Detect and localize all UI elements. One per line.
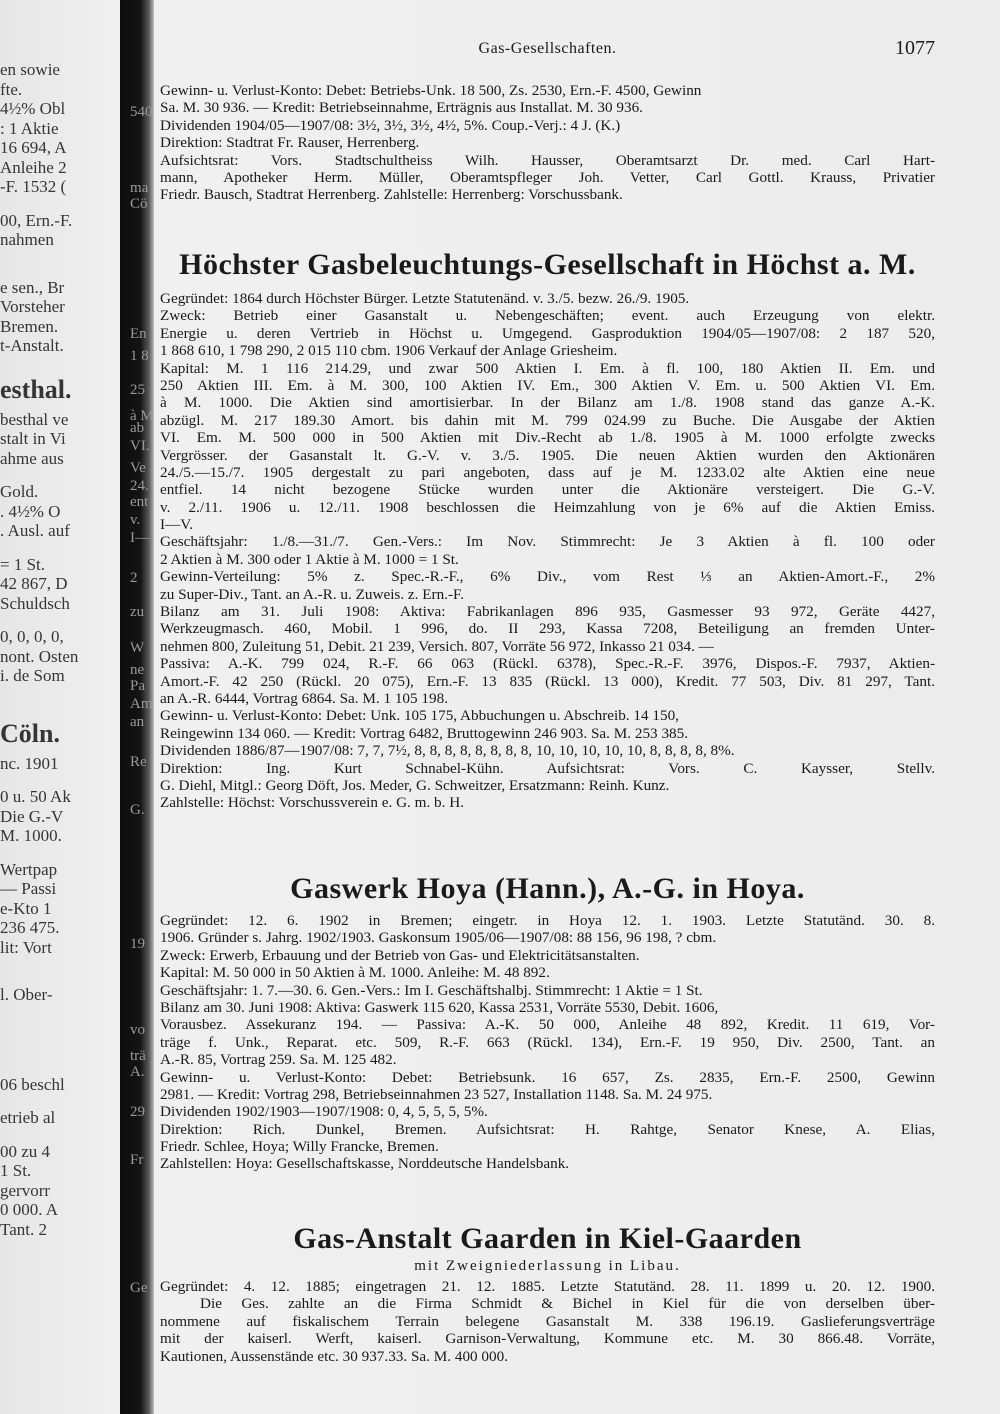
text-line: Dividenden 1902/1903—1907/1908: 0, 4, 5, 5, 5, 5%. <box>160 1103 488 1121</box>
bleed-line: fte. <box>0 79 23 99</box>
text-line: Friedr. Bausch, Stadtrat Herrenberg. Zahlstelle: Herrenberg: Vorschussbank. <box>160 186 623 204</box>
text-line: Gewinn- u. Verlust-Konto: Debet: Betriebs-Unk. 18 500, Zs. 2530, Ern.-F. 4500, Gewinn <box>160 82 702 99</box>
section-body-hoechst <box>160 290 935 812</box>
spine-fragment: 24. <box>130 478 149 494</box>
bleed-line <box>0 197 125 211</box>
bleed-line: -F. 1532 ( <box>0 177 67 196</box>
bleed-line: en sowie <box>0 60 60 79</box>
text-line: mann, Apotheker Herm. Müller, Oberamtspfleger Joh. Vetter, Carl Gottl. Krauss, Privatier <box>160 168 935 186</box>
text-line: Direktion: Stadtrat Fr. Rauser, Herrenberg. <box>160 134 420 152</box>
text-line: 250 Aktien III. Em. à M. 300, 100 Aktien IV. Em., 300 Aktien V. Em. u. 500 Aktien VI. Em. <box>160 376 935 394</box>
bleed-line <box>0 250 125 264</box>
bleed-line: besthal ve <box>0 409 69 429</box>
bleed-line: gervorr <box>0 1180 51 1200</box>
bleed-line <box>0 1094 125 1108</box>
bleed-line <box>0 1061 125 1075</box>
bleed-line <box>0 1047 125 1061</box>
text-line: Gewinn- u. Verlust-Konto: Debet: Betriebsunk. 16 657, Zs. 2835, Ern.-F. 2500, Gewinn <box>160 1068 935 1086</box>
text-line: 2981. — Kredit: Vortrag 298, Betriebseinnahmen 23 527, Installation 1148. Sa. M. 24 975. <box>160 1085 713 1103</box>
bleed-line <box>0 356 125 370</box>
spine-fragment: vo <box>130 1022 145 1038</box>
spine-fragment: ent <box>130 494 149 510</box>
text-line: Zahlstellen: Hoya: Gesellschaftskasse, Norddeutsche Handelsbank. <box>160 1155 570 1173</box>
bleed-line: l. Ober- <box>0 985 53 1004</box>
text-line: Kautionen, Aussenstände etc. 30 937.33. Sa. M. 400 000. <box>160 1347 509 1365</box>
spine-fragment: W <box>130 640 145 656</box>
text-line: an A.-R. 6444, Vortrag 6864. Sa. M. 1 105 198. <box>160 689 448 707</box>
text-line: zu Super-Div., Tant. an A.-R. u. Zuweis. z. Ern.-F. <box>160 585 465 603</box>
spine-fragment: Pa <box>130 678 145 694</box>
bleed-line: 0 000. A <box>0 1200 59 1219</box>
spine-fragment: 29 <box>130 1104 145 1120</box>
bleed-line <box>0 686 125 700</box>
section-heading-hoechst: Höchster Gasbeleuchtungs-Gesellschaft in Höchst a. M. <box>179 248 916 281</box>
spine-fragment: I— <box>130 530 150 546</box>
page-content <box>160 0 935 1414</box>
spine-fragment: 19 <box>130 936 145 952</box>
bleed-line <box>0 613 125 627</box>
bleed-line: Gold. <box>0 482 39 501</box>
section-heading-gaarden: Gas-Anstalt Gaarden in Kiel-Gaarden <box>293 1222 802 1255</box>
spine-fragment: zu <box>130 604 145 620</box>
bleed-line <box>0 1019 125 1033</box>
bleed-line: Die G.-V <box>0 806 64 826</box>
spine-fragment: Ge <box>130 1280 148 1296</box>
spine-fragment: an <box>130 714 145 730</box>
section-body-gaarden <box>160 1278 935 1365</box>
spine-fragment: 25 <box>130 382 145 398</box>
text-line: Kapital: M. 1 116 214.29, und zwar 500 Aktien I. Em. à fl. 100, 180 Aktien II. Em. und <box>160 359 935 377</box>
text-line: Passiva: A.-K. 799 024, R.-F. 66 063 (Rückl. 6378), Spec.-R.-F. 3976, Dispos.-F. 7937, Aktien- <box>160 655 935 673</box>
text-line: Gegründet: 12. 6. 1902 in Bremen; eingetr. in Hoya 12. 1. 1903. Letzte Statutänd. 30. 8. <box>160 912 935 929</box>
previous-page-bleed <box>0 60 125 1414</box>
text-line: nommene auf fiskalischem Terrain belegene Gasanstalt M. 338 196.19. Gaslieferungsverträge <box>160 1312 935 1330</box>
text-line: Geschäftsjahr: 1./8.—31./7. Gen.-Vers.: Im Nov. Stimmrecht: Je 3 Aktien à fl. 100 oder <box>160 533 935 551</box>
section-body-hoya <box>160 912 935 1173</box>
text-line: I—V. <box>160 516 194 534</box>
text-line: Zweck: Betrieb einer Gasanstalt u. Nebengeschäften; event. auch Erzeugung von elektr. <box>160 307 935 325</box>
bleed-line: 1 St. <box>0 1161 32 1180</box>
bleed-line <box>0 846 125 860</box>
bleed-line: 0, 0, 0, 0, <box>0 627 64 646</box>
text-line: Direktion: Rich. Dunkel, Bremen. Aufsichtsrat: H. Rahtge, Senator Knese, A. Elias, <box>160 1120 935 1138</box>
bleed-line <box>0 1033 125 1047</box>
spine-fragment: Am <box>130 696 153 712</box>
spine-fragment: VI. <box>130 438 150 454</box>
text-line: nehmen 800, Zuleitung 51, Debit. 21 239, Versich. 807, Vorräte 56 972, Inkasso 21 034. — <box>160 637 714 655</box>
bleed-line: Bremen. <box>0 316 59 336</box>
bleed-line: nc. 1901 <box>0 753 59 773</box>
bleed-line: 00 zu 4 <box>0 1141 51 1161</box>
text-line: à M. 1000. Die Aktien sind amortisierbar. In der Bilanz am 1./8. 1908 stand das ganze A.-K. <box>160 394 935 412</box>
spine-fragment: trä <box>130 1048 146 1064</box>
text-line: Aufsichtsrat: Vors. Stadtschultheiss Wilh. Hausser, Oberamtsarzt Dr. med. Carl Hart- <box>160 151 935 169</box>
bleed-line: Anleihe 2 <box>0 157 67 177</box>
text-line: Gewinn- u. Verlust-Konto: Debet: Unk. 105 175, Abbuchungen u. Abschreib. 14 150, <box>160 707 679 725</box>
bleed-line: e sen., Br <box>0 277 65 297</box>
bleed-line: i. de Som <box>0 666 65 685</box>
text-line: v. 2./11. 1906 u. 12./11. 1908 beschlossen die Heimzahlung von je 6% auf die Aktien Emiss. <box>160 498 935 516</box>
text-line: abzügl. M. 217 189.30 Amort. bis dahin mit M. 799 024.99 zu Buche. Die Ausgabe der Aktien <box>160 411 935 429</box>
bleed-line: e-Kto 1 <box>0 898 52 918</box>
text-line: Gegründet: 1864 durch Höchster Bürger. Letzte Statutenänd. v. 3./5. bezw. 26./9. 1905. <box>160 290 690 307</box>
bleed-line: : 1 Aktie <box>0 118 59 138</box>
text-line: Dividenden 1904/05—1907/08: 3½, 3½, 3½, 4½, 5%. Coup.-Verj.: 4 J. (K.) <box>160 116 621 134</box>
bleed-line: stalt in Vi <box>0 429 66 448</box>
text-line: A.-R. 85, Vortrag 259. Sa. M. 125 482. <box>160 1051 397 1069</box>
bleed-line: t-Anstalt. <box>0 336 64 355</box>
spine-margin-fragments <box>126 0 158 1414</box>
page-number: 1077 <box>895 37 935 59</box>
text-line: Werkzeugmasch. 460, Mobil. 1 996, do. II 293, Kassa 7208, Beteiligung an fremden Unter- <box>160 620 935 638</box>
bleed-line: nont. Osten <box>0 646 79 666</box>
section-heading-hoya: Gaswerk Hoya (Hann.), A.-G. in Hoya. <box>290 872 805 905</box>
text-line: G. Diehl, Mitgl.: Georg Döft, Jos. Meder, G. Schweitzer, Ersatzmann: Reinh. Kunz. <box>160 776 670 794</box>
bleed-line: M. 1000. <box>0 826 62 845</box>
bleed-line: esthal. <box>0 374 72 404</box>
bleed-line: 06 beschl <box>0 1074 65 1094</box>
bleed-line: 236 475. <box>0 918 60 937</box>
spine-fragment: A. <box>130 1064 145 1080</box>
bleed-line: 16 694, A <box>0 138 67 157</box>
text-line: Bilanz am 30. Juni 1908: Aktiva: Gaswerk 115 620, Kassa 2531, Vorräte 5530, Debit. 1606, <box>160 998 719 1016</box>
running-head <box>160 37 935 62</box>
bleed-line <box>0 264 125 278</box>
text-line: VI. Em. M. 500 000 in 500 Aktien mit Div.-Recht ab 1./8. 1905 à M. 1000 erfolgte zwecks <box>160 429 935 447</box>
text-line: Zweck: Erwerb, Erbauung und der Betrieb von Gas- und Elektricitätsanstalten. <box>160 946 640 964</box>
text-line: Amort.-F. 42 250 (Rückl. 20 075), Ern.-F. 13 835 (Rückl. 13 000), Kredit. 77 503, Div. 81 297, Tant. <box>160 672 935 690</box>
bleed-line: lit: Vort <box>0 937 52 957</box>
spine-fragment: à M <box>130 408 154 424</box>
spine-fragment: v. <box>130 512 141 528</box>
text-line: Dividenden 1886/87—1907/08: 7, 7, 7½, 8, 8, 8, 8, 8, 8, 8, 8, 10, 10, 10, 10, 10, 8, 8, 8, 8, 8%. <box>160 742 735 760</box>
bleed-line: ahme aus <box>0 448 64 468</box>
bleed-line <box>0 1005 125 1019</box>
section-continuation <box>160 82 935 204</box>
bleed-line: Cöln. <box>0 718 60 748</box>
section-subheading-gaarden: mit Zweigniederlassung in Libau. <box>414 1258 681 1274</box>
spine-fragment: En <box>130 326 147 342</box>
spine-fragment: ab <box>130 420 145 436</box>
text-line: Die Ges. zahlte an die Firma Schmidt & Bichel in Kiel für die von derselben über- <box>200 1295 935 1313</box>
text-line: Friedr. Schlee, Hoya; Willy Francke, Bremen. <box>160 1138 439 1156</box>
text-line: mit der kaiserl. Werft, kaiserl. Garnison-Verwaltung, Kommune etc. M. 30 866.48. Vorräte, <box>160 1330 935 1348</box>
bleed-line <box>0 468 125 482</box>
text-line: Energie u. deren Vertrieb in Höchst u. Umgegend. Gasproduktion 1904/05—1907/08: 2 187 520, <box>160 324 935 342</box>
text-line: Reingewinn 134 060. — Kredit: Vortrag 6482, Bruttogewinn 246 903. Sa. M. 253 385. <box>160 724 689 742</box>
bleed-line <box>0 957 125 971</box>
text-line: Gegründet: 4. 12. 1885; eingetragen 21. 12. 1885. Letzte Statutänd. 28. 11. 1899 u. 20. 12. 1900. <box>160 1278 935 1295</box>
bleed-line: 4½% Obl <box>0 99 66 118</box>
spine-fragment: Re <box>130 754 147 770</box>
text-line: Gewinn-Verteilung: 5% z. Spec.-R.-F., 6% Div., vom Rest ⅓ an Aktien-Amort.-F., 2% <box>160 568 935 586</box>
bleed-line: — Passi <box>0 879 57 898</box>
text-line: Vorausbez. Assekuranz 194. — Passiva: A.-K. 50 000, Anleihe 48 892, Kredit. 11 619, Vor- <box>160 1016 935 1034</box>
text-line: Direktion: Ing. Kurt Schnabel-Kühn. Aufsichtsrat: Vors. C. Kaysser, Stellv. <box>160 759 935 777</box>
spine-fragment: G. <box>130 802 145 818</box>
text-line: Kapital: M. 50 000 in 50 Aktien à M. 1000. Anleihe: M. 48 892. <box>160 964 550 982</box>
text-line: 1 868 610, 1 798 290, 2 015 110 cbm. 1906 Verkauf der Anlage Griesheim. <box>160 342 618 360</box>
spine-fragment: 1 8 <box>130 348 149 364</box>
text-line: Bilanz am 31. Juli 1908: Aktiva: Fabrikanlagen 896 935, Gasmesser 93 972, Geräte 4427, <box>160 603 935 621</box>
bleed-line: Tant. 2 <box>0 1219 47 1239</box>
bleed-line: Vorsteher <box>0 297 65 316</box>
text-line: Sa. M. 30 936. — Kredit: Betriebseinnahme, Erträgnis aus Installat. M. 30 936. <box>160 99 643 117</box>
bleed-line <box>0 700 125 714</box>
text-line: Geschäftsjahr: 1. 7.—30. 6. Gen.-Vers.: Im I. Geschäftshalbj. Stimmrecht: 1 Aktie = 1 St. <box>160 981 703 999</box>
text-line: 2 Aktien à M. 300 oder 1 Aktie à M. 1000 = 1 St. <box>160 550 459 568</box>
spine-fragment: 2 <box>130 570 138 586</box>
bleed-line: 0 u. 50 Ak <box>0 787 71 806</box>
bleed-line: Schuldsch <box>0 593 70 613</box>
bleed-line <box>0 773 125 787</box>
spine-fragment: ne <box>130 662 145 678</box>
spine-fragment: 540 <box>130 104 153 120</box>
text-line: 1906. Gründer s. Jahrg. 1902/1903. Gaskonsum 1905/06—1907/08: 88 156, 96 198, ? cbm. <box>160 929 717 947</box>
text-line: 24./5.—15./7. 1905 dergestalt zu pari angeboten, dass auf je M. 1233.02 alte Aktien eine neue <box>160 463 935 481</box>
bleed-line: . Ausl. auf <box>0 521 70 540</box>
running-head-title: Gas-Gesellschaften. <box>478 40 617 57</box>
text-line: Vergrösser. der Gasanstalt lt. G.-V. v. 3./5. 1905. Die neuen Aktien wurden den Aktionären <box>160 446 935 464</box>
bleed-line: nahmen <box>0 230 54 249</box>
spine-fragment: ma <box>130 180 149 196</box>
bleed-line: = 1 St. <box>0 554 46 574</box>
spine-fragment: Ve <box>130 460 146 476</box>
text-line: Zahlstelle: Höchst: Vorschussverein e. G. m. b. H. <box>160 794 464 812</box>
bleed-line: . 4½% O <box>0 501 61 521</box>
text-line: träge f. Unk., Reparat. etc. 509, R.-F. 663 (Rückl. 134), Ern.-F. 19 950, Div. 2500, Tant. an <box>160 1033 935 1051</box>
spine-fragment: Fr <box>130 1152 144 1168</box>
bleed-line <box>0 971 125 985</box>
bleed-line: 42 867, D <box>0 574 68 593</box>
bleed-line: etrieb al <box>0 1108 56 1127</box>
text-line: entfiel. 14 nicht bezogene Stücke wurden unter die Aktionäre versteigert. Die G.-V. <box>160 481 935 499</box>
bleed-line: Wertpap <box>0 859 58 879</box>
spine-fragment: Cö <box>130 196 148 212</box>
bleed-line: 00, Ern.-F. <box>0 210 73 230</box>
bleed-line <box>0 541 125 555</box>
bleed-line <box>0 1128 125 1142</box>
